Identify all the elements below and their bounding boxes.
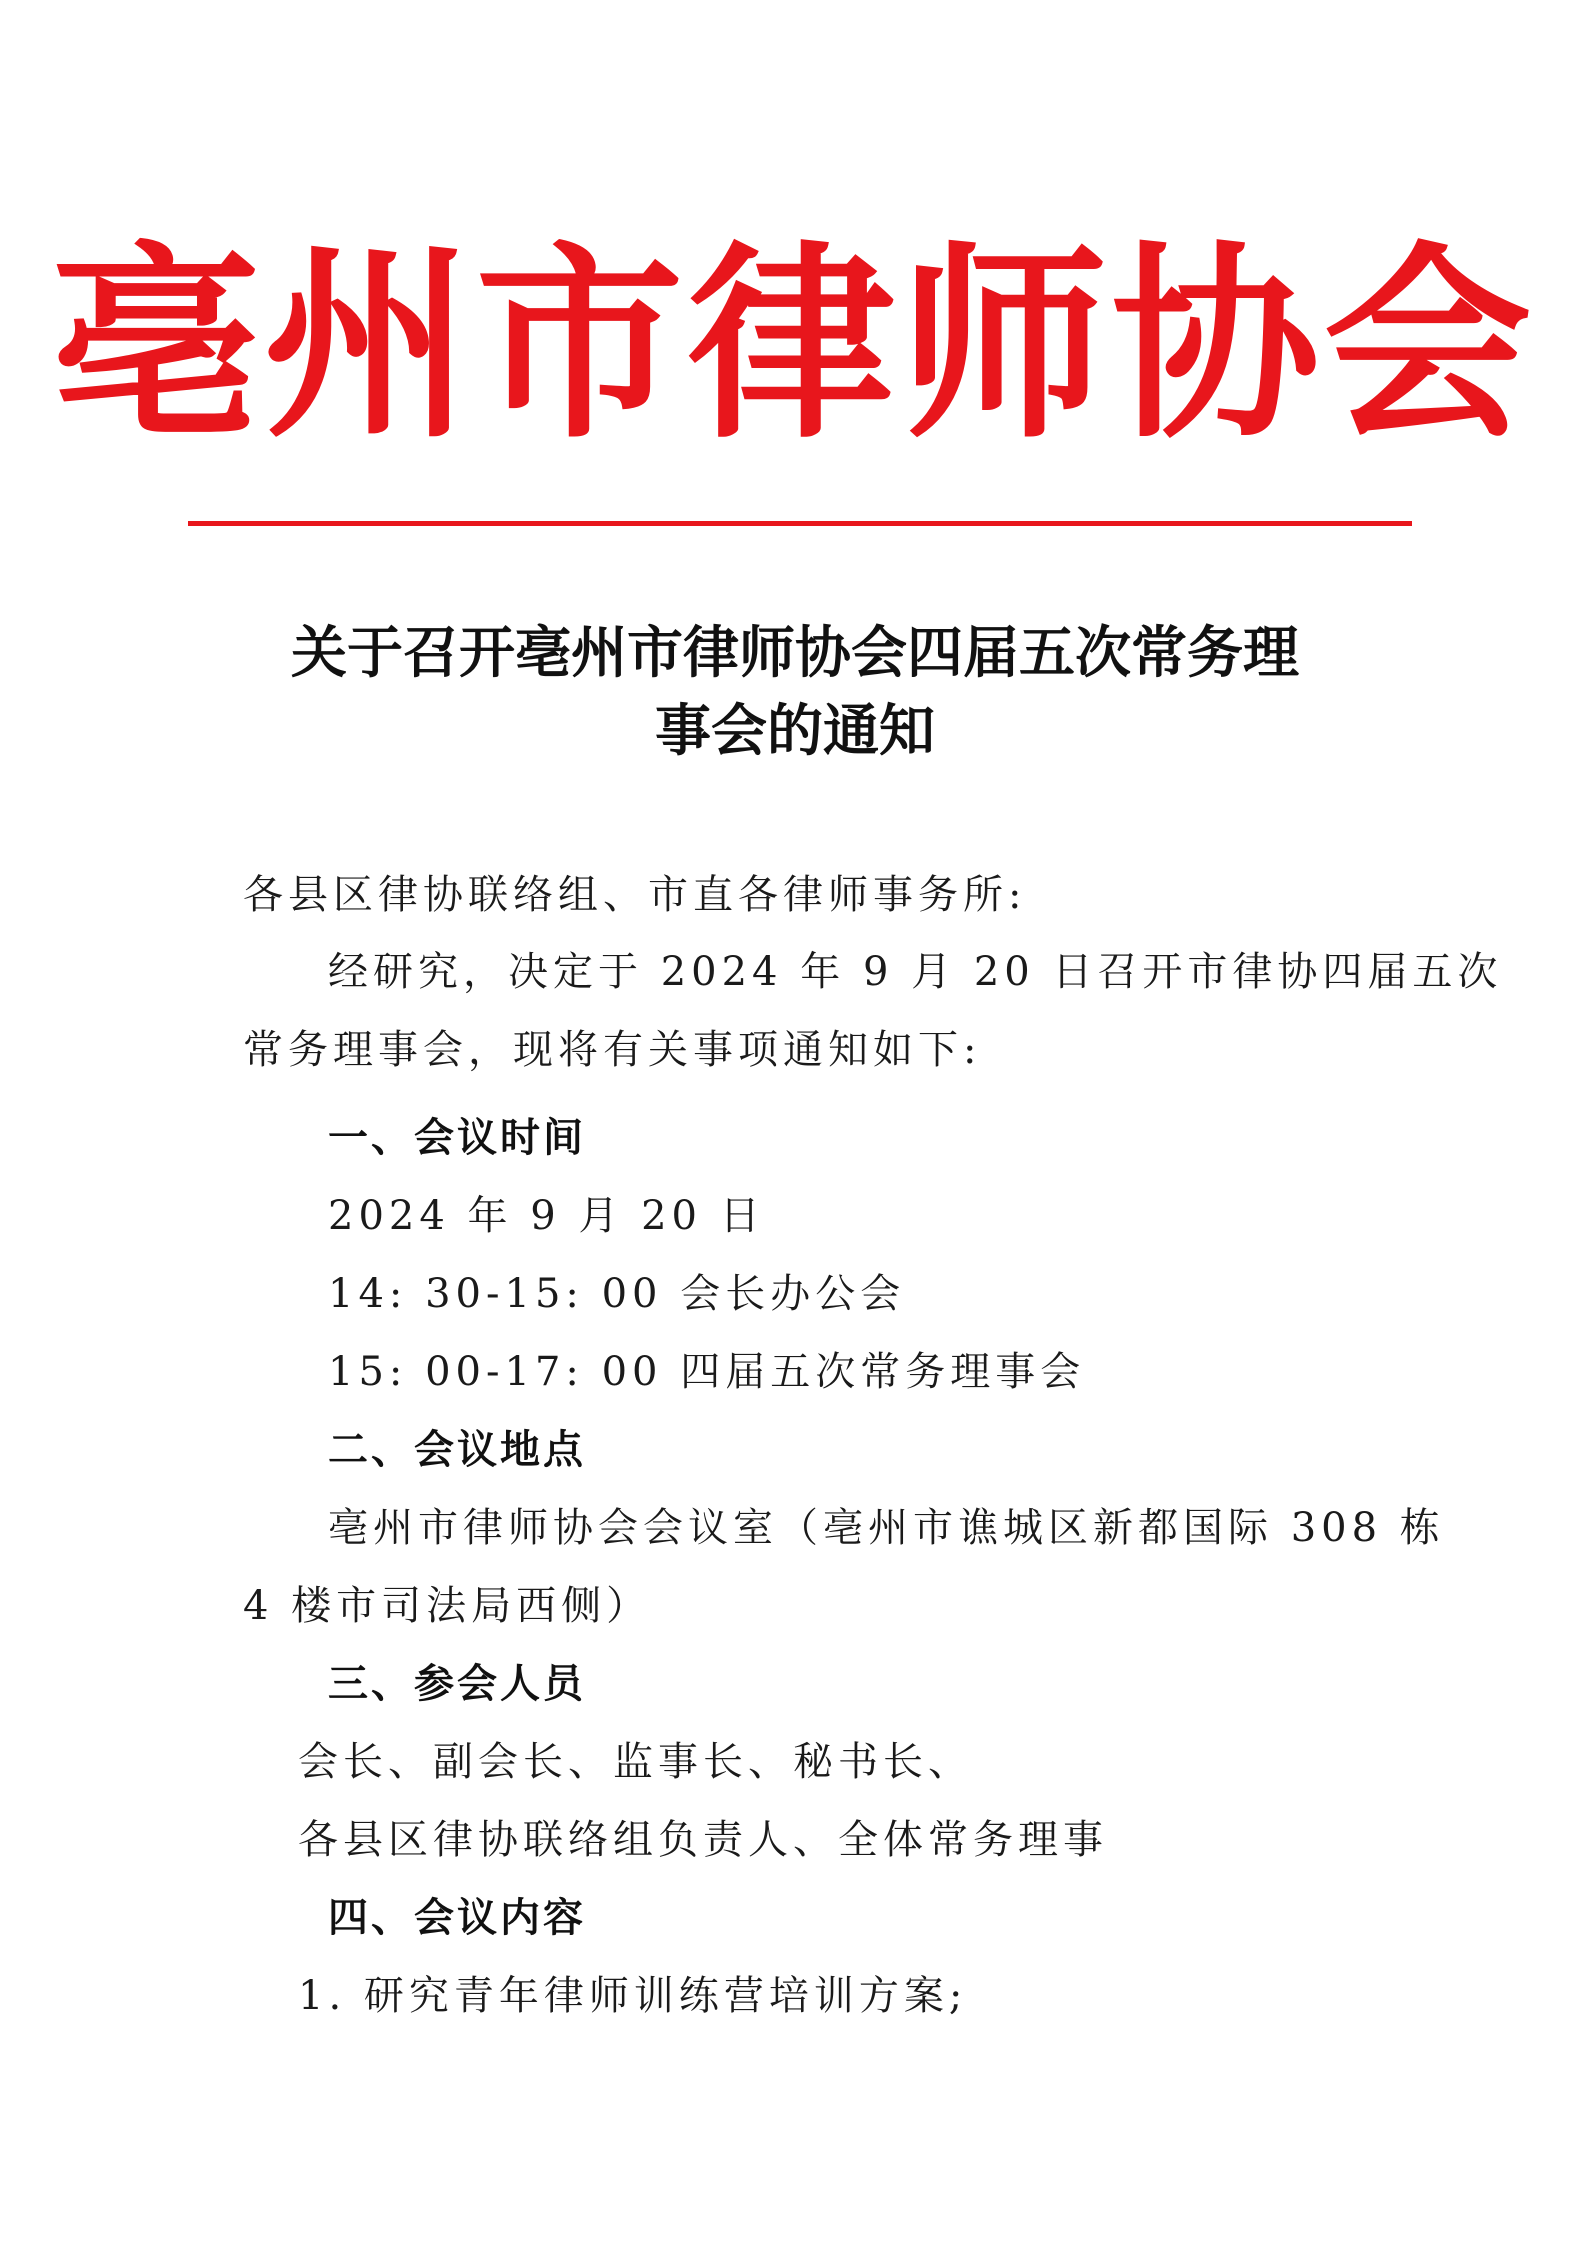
location-line-1: 亳州市律师协会会议室（亳州市谯城区新都国际 308 栋 [328, 1505, 1445, 1551]
section-heading-time: 一、会议时间 [328, 1115, 586, 1161]
intro-line-2: 常务理事会，现将有关事项通知如下: [243, 1027, 982, 1073]
meeting-date: 2024 年 9 月 20 日 [328, 1193, 765, 1239]
section-heading-agenda: 四、会议内容 [328, 1895, 586, 1941]
schedule-item-2: 15: 00-17: 00 四届五次常务理事会 [328, 1349, 1086, 1395]
location-line-2: 4 楼市司法局西侧） [243, 1583, 652, 1629]
notice-title-line-1: 关于召开亳州市律师协会四届五次常务理 [291, 620, 1299, 686]
section-heading-location: 二、会议地点 [328, 1427, 586, 1473]
section-heading-attendees: 三、参会人员 [328, 1661, 586, 1707]
attendees-line-1: 会长、副会长、监事长、秘书长、 [298, 1739, 973, 1785]
notice-title-line-2: 事会的通知 [655, 698, 935, 764]
intro-line-1: 经研究，决定于 2024 年 9 月 20 日召开市律协四届五次 [328, 949, 1503, 995]
attendees-line-2: 各县区律协联络组负责人、全体常务理事 [298, 1817, 1108, 1863]
masthead-org-name: 亳州市律师协会 [51, 223, 1536, 467]
salutation: 各县区律协联络组、市直各律师事务所: [243, 872, 1027, 918]
masthead-red-divider [188, 521, 1412, 526]
agenda-item-1: 1. 研究青年律师训练营培训方案; [298, 1973, 968, 2019]
schedule-item-1: 14: 30-15: 00 会长办公会 [328, 1271, 906, 1317]
